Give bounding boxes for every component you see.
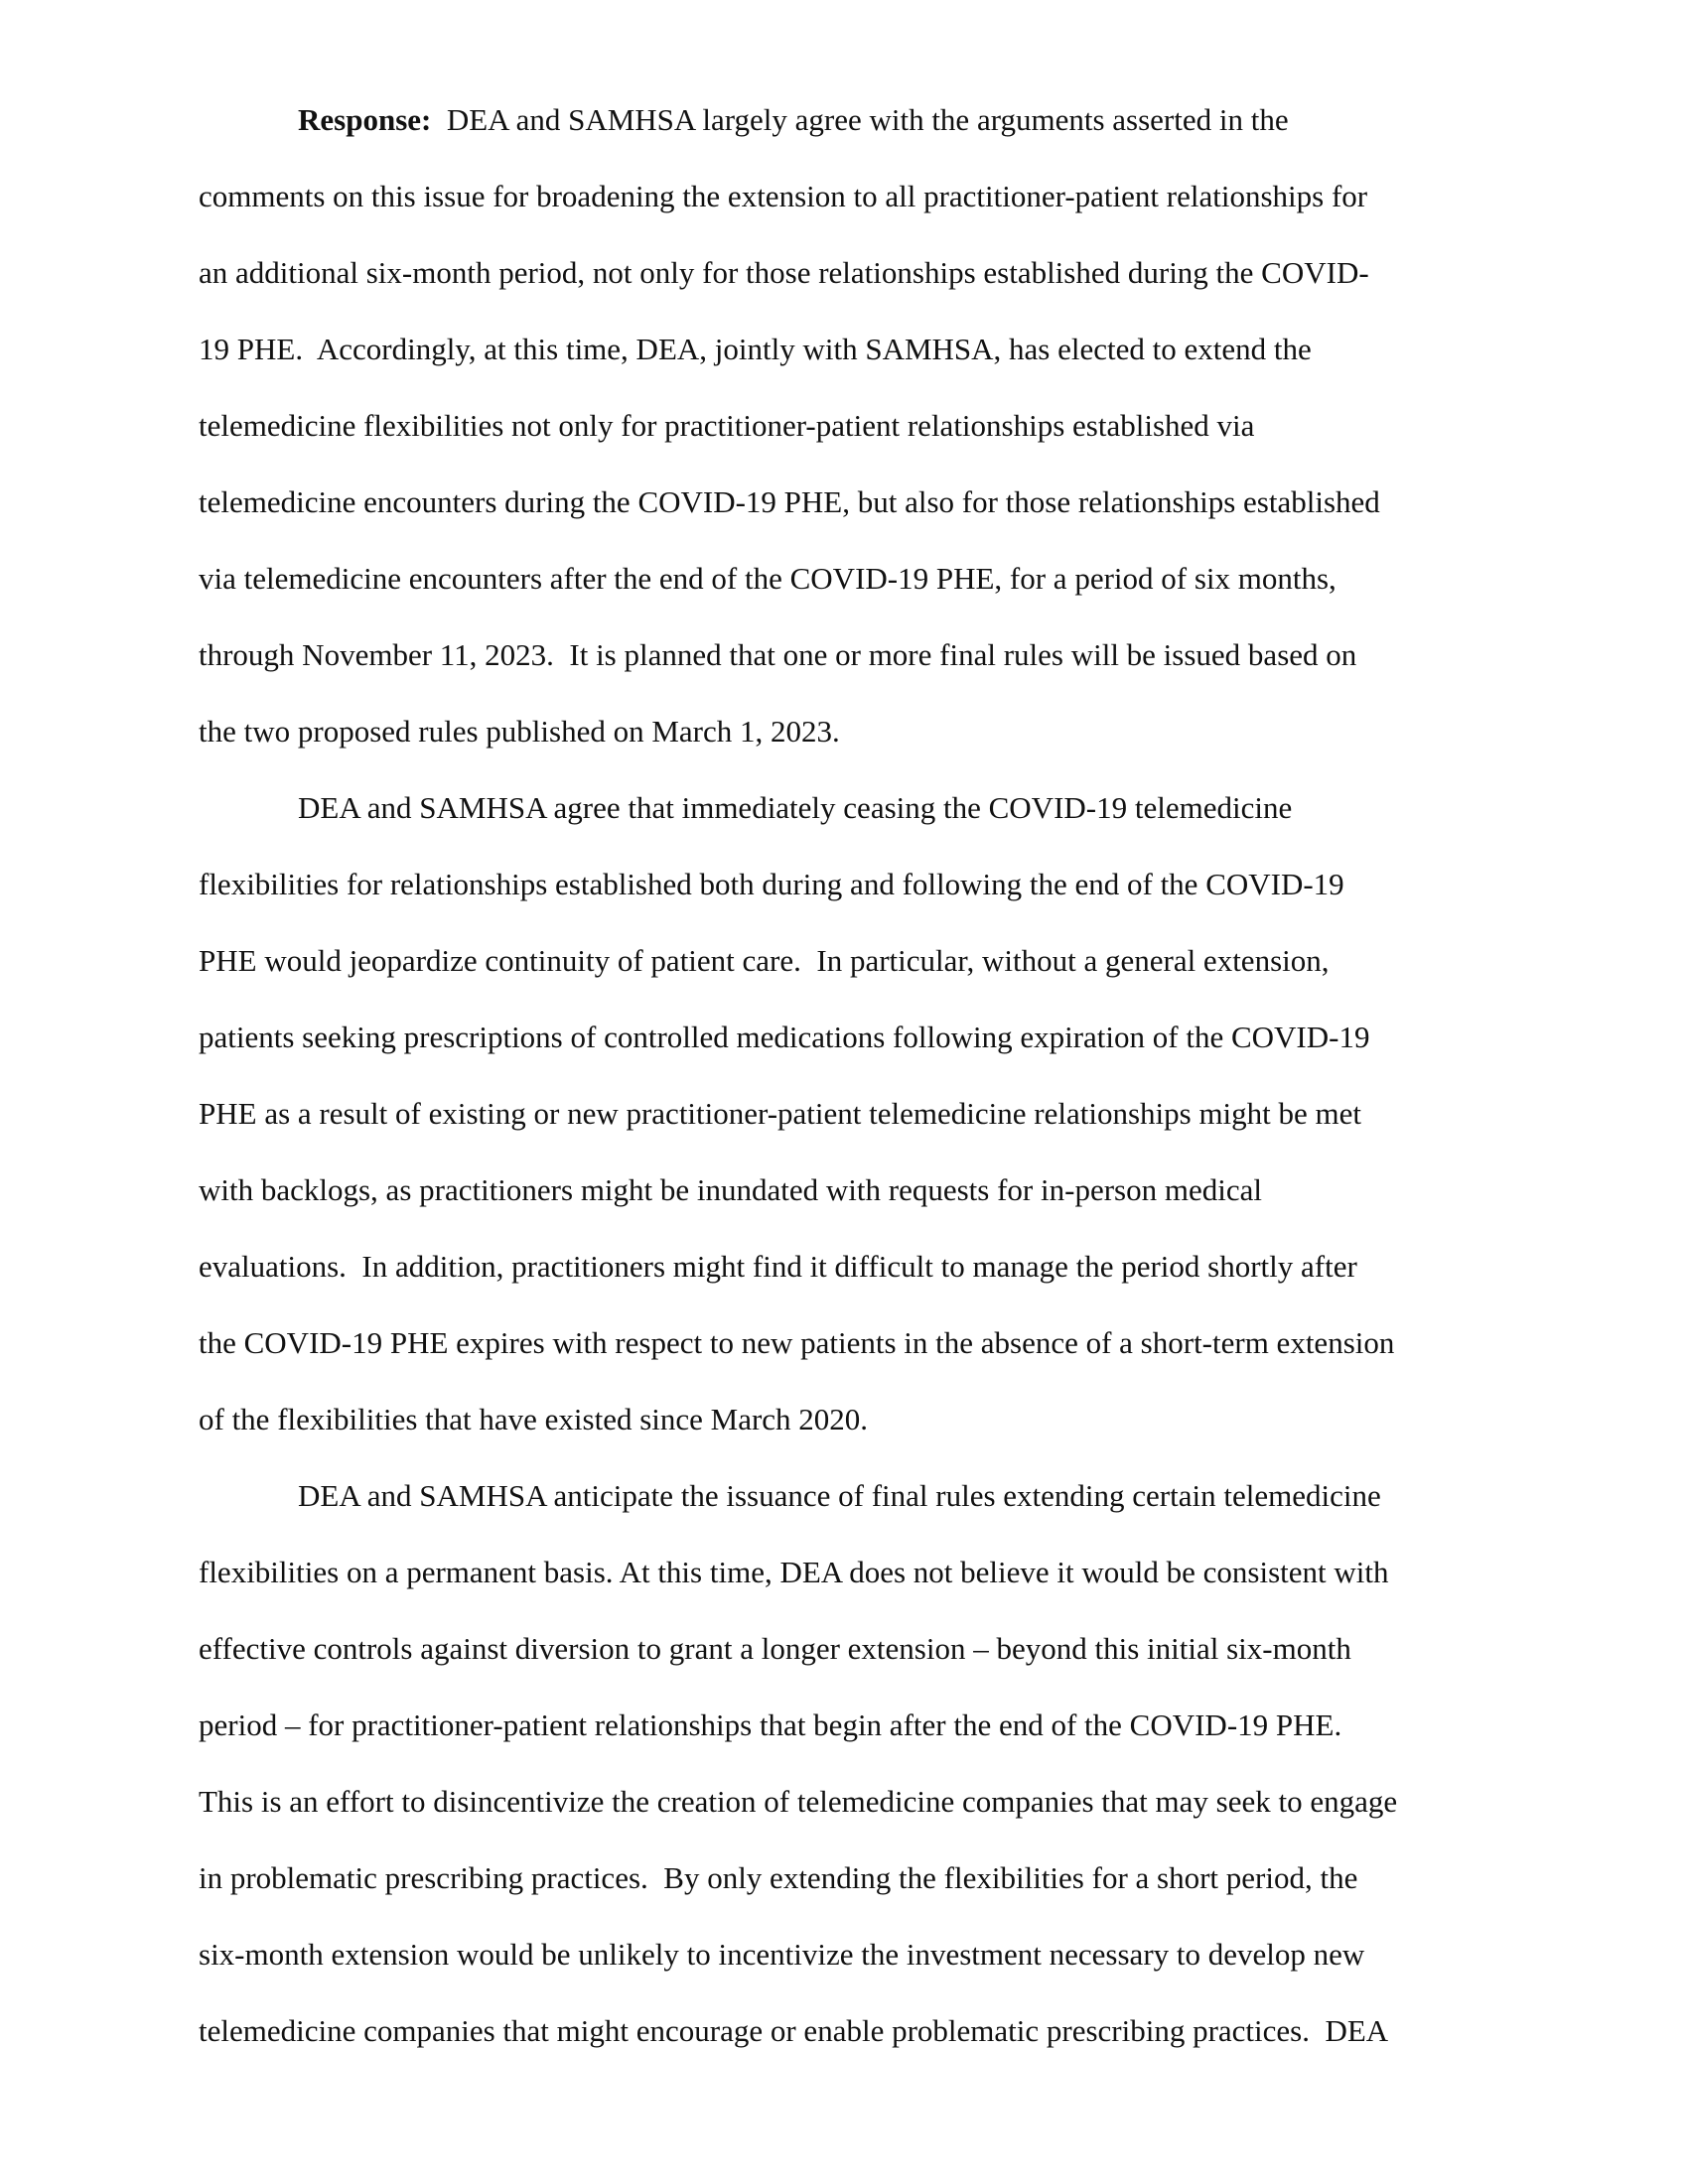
paragraph-2-line-7: evaluations. In addition, practitioners might find it difficult to manage the period shortly after xyxy=(199,1249,1357,1284)
paragraph-2-line-6: with backlogs, as practitioners might be inundated with requests for in-person medical xyxy=(199,1172,1262,1207)
paragraph-2-line-3: PHE would jeopardize continuity of patient care. In particular, without a general extension, xyxy=(199,943,1330,978)
paragraph-3-line-3: effective controls against diversion to grant a longer extension – beyond this initial six-month xyxy=(199,1631,1351,1666)
paragraph-3-line-2: flexibilities on a permanent basis. At this time, DEA does not believe it would be consistent with xyxy=(199,1555,1389,1589)
paragraph-1-line-1-text: DEA and SAMHSA largely agree with the arguments asserted in the xyxy=(431,102,1289,137)
paragraph-1-line-7: via telemedicine encounters after the end of the COVID-19 PHE, for a period of six months, xyxy=(199,561,1336,596)
paragraph-2-line-8: the COVID-19 PHE expires with respect to new patients in the absence of a short-term extension xyxy=(199,1325,1395,1360)
paragraph-2-line-1: DEA and SAMHSA agree that immediately ceasing the COVID-19 telemedicine xyxy=(298,790,1293,825)
paragraph-1-line-8: through November 11, 2023. It is planned that one or more final rules will be issued based on xyxy=(199,637,1357,672)
response-label: Response: xyxy=(298,102,432,137)
paragraph-1-line-2: comments on this issue for broadening the extension to all practitioner-patient relationships for xyxy=(199,179,1368,213)
paragraph-1-line-4: 19 PHE. Accordingly, at this time, DEA, jointly with SAMHSA, has elected to extend the xyxy=(199,332,1312,366)
paragraph-3-line-5: This is an effort to disincentivize the creation of telemedicine companies that may seek to engage xyxy=(199,1784,1398,1819)
paragraph-3-line-6: in problematic prescribing practices. By only extending the flexibilities for a short period, the xyxy=(199,1860,1358,1895)
paragraph-3-line-4: period – for practitioner-patient relationships that begin after the end of the COVID-19 PHE. xyxy=(199,1707,1342,1742)
paragraph-1-line-6: telemedicine encounters during the COVID-19 PHE, but also for those relationships established xyxy=(199,484,1380,519)
body-text xyxy=(199,93,1489,2081)
paragraph-2-line-5: PHE as a result of existing or new practitioner-patient telemedicine relationships might be met xyxy=(199,1096,1362,1131)
paragraph-2-line-2: flexibilities for relationships established both during and following the end of the COVID-19 xyxy=(199,867,1344,901)
paragraph-3-line-7: six-month extension would be unlikely to incentivize the investment necessary to develop new xyxy=(199,1937,1365,1972)
paragraph-1-line-1 xyxy=(199,93,1489,170)
paragraph-2-line-9: of the flexibilities that have existed since March 2020. xyxy=(199,1402,869,1436)
paragraph-1-line-5: telemedicine flexibilities not only for practitioner-patient relationships established via xyxy=(199,408,1255,443)
paragraph-2-line-4: patients seeking prescriptions of controlled medications following expiration of the COVID-19 xyxy=(199,1020,1370,1054)
paragraph-3-line-1: DEA and SAMHSA anticipate the issuance of final rules extending certain telemedicine xyxy=(298,1478,1381,1513)
paragraph-1-line-9: the two proposed rules published on March 1, 2023. xyxy=(199,714,840,749)
paragraph-1-line-3: an additional six-month period, not only for those relationships established during the COVID- xyxy=(199,255,1369,290)
paragraph-3-line-8: telemedicine companies that might encourage or enable problematic prescribing practices. DEA xyxy=(199,2013,1389,2048)
